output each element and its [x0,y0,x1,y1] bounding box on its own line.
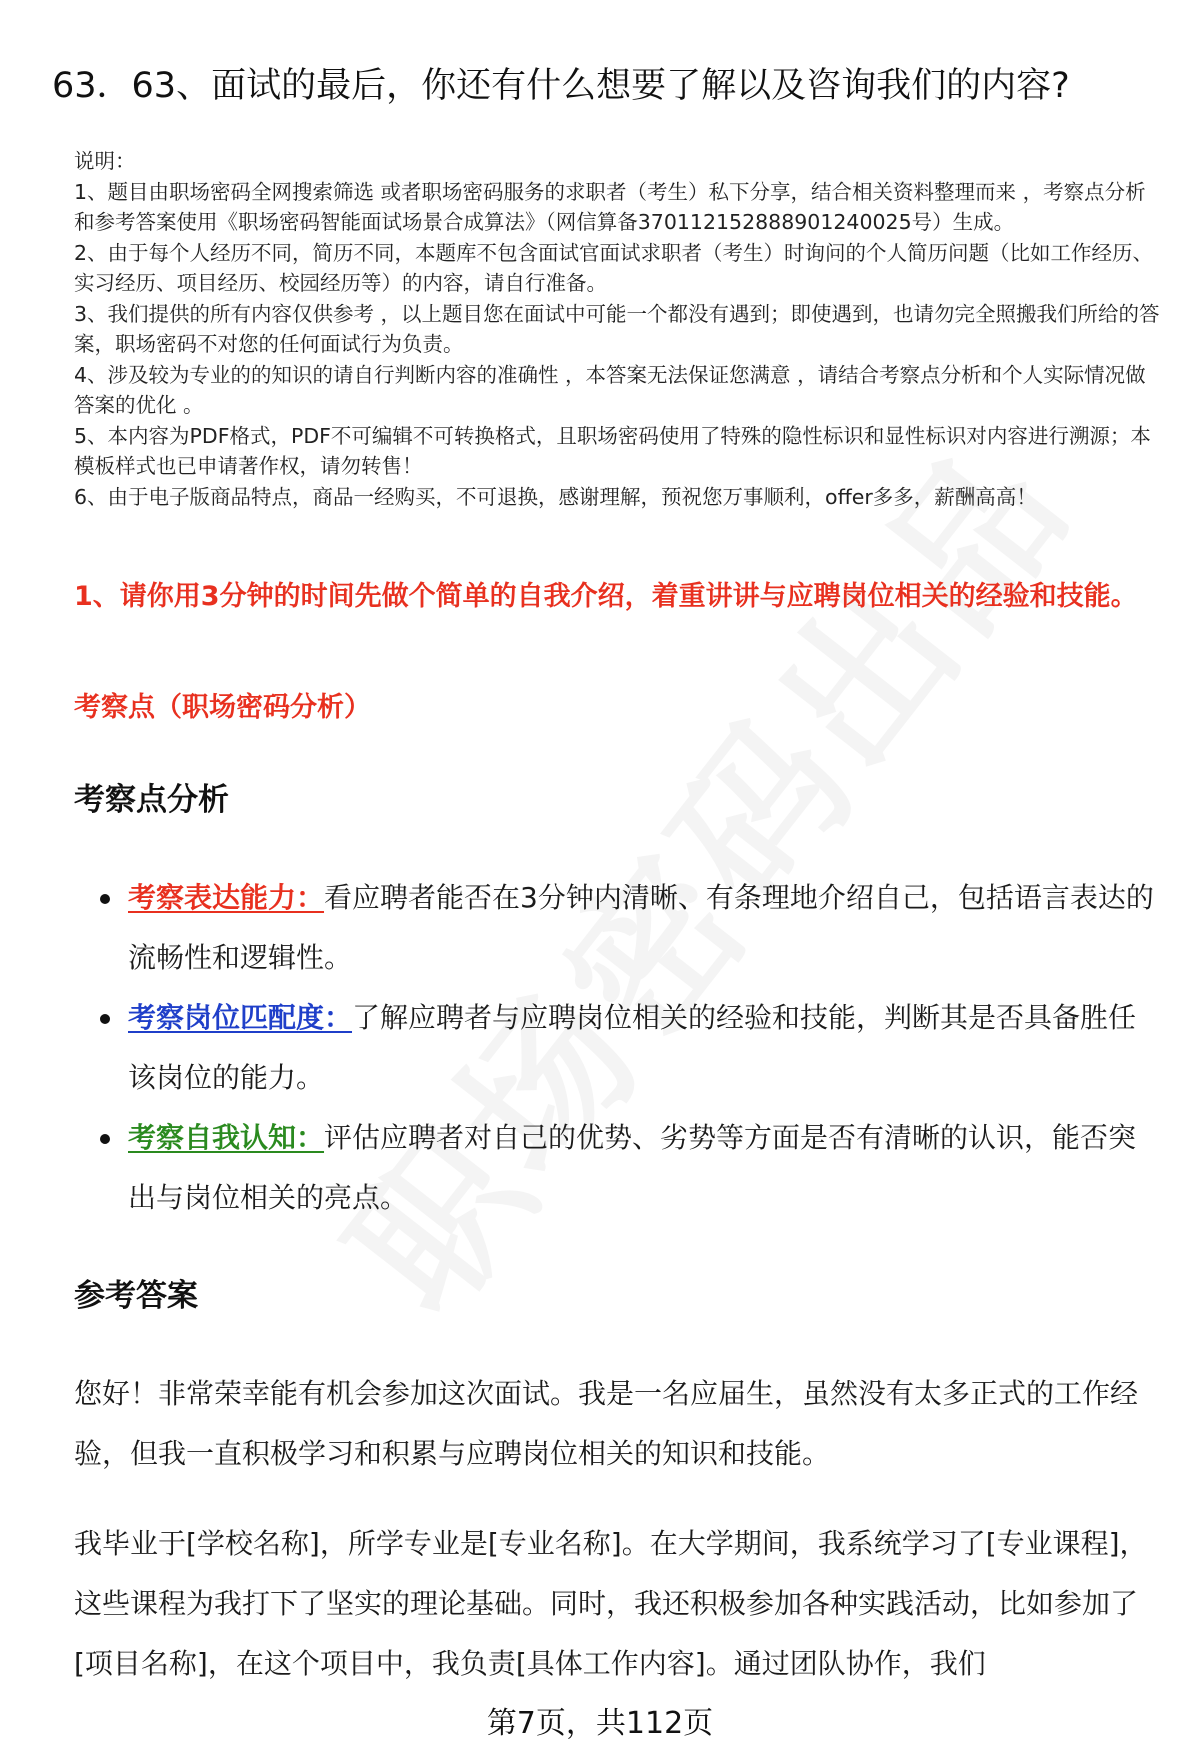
notice-item: 3、我们提供的所有内容仅供参考 ，以上题目您在面试中可能一个都没有遇到；即使遇到，也请勿完全照搬我们所给的答案，职场密码不对您的任何面试行为负责。 [74,301,1160,356]
bullet-keyword: 考察自我认知： [128,1121,325,1154]
list-item [74,868,1164,988]
question-title: 63．63、面试的最后，你还有什么想要了解以及咨询我们的内容? [52,66,1070,106]
list-item [74,1108,1164,1228]
analysis-heading: 考察点分析 [74,782,229,818]
notice-item: 1、题目由职场密码全网搜索筛选 或者职场密码服务的求职者（考生）私下分享，结合相关资料整理而来 ，考察点分析和参考答案使用《职场密码智能面试场景合成算法》（网信算备370112152888901240025号）生成。 [74,179,1146,234]
bullet-text: 评估应聘者对自己的优势、劣势等方面是否有清晰的认识，能否突出与岗位相关的亮点。 [128,1121,1137,1214]
bullet-text: 看应聘者能否在3分钟内清晰、有条理地介绍自己，包括语言表达的流畅性和逻辑性。 [128,881,1154,974]
kaocha-label: 考察点（职场密码分析） [74,692,371,723]
bullet-keyword: 考察岗位匹配度： [128,1001,353,1034]
answer-paragraph: 我毕业于[学校名称]，所学专业是[专业名称]。在大学期间，我系统学习了[专业课程]，这些课程为我打下了坚实的理论基础。同时，我还积极参加各种实践活动，比如参加了[项目名称]，在这个项目中，我负责[具体工作内容]。通过团队协作，我们 [74,1527,1148,1680]
notice-item: 5、本内容为PDF格式，PDF不可编辑不可转换格式，且职场密码使用了特殊的隐性标识和显性标识对内容进行溯源；本模板样式也已申请著作权，请勿转售！ [74,423,1151,478]
answer-paragraph: 您好！非常荣幸能有机会参加这次面试。我是一名应届生，虽然没有太多正式的工作经验，但我一直积极学习和积累与应聘岗位相关的知识和技能。 [74,1377,1139,1470]
section-question: 1、请你用3分钟的时间先做个简单的自我介绍，着重讲讲与应聘岗位相关的经验和技能。 [74,581,1138,612]
notice-item: 2、由于每个人经历不同，简历不同，本题库不包含面试官面试求职者（考生）时询问的个人简历问题（比如工作经历、实习经历、项目经历、校园经历等）的内容，请自行准备。 [74,240,1154,295]
bullet-keyword: 考察表达能力： [128,881,325,914]
bullet-icon [100,1014,110,1024]
notice-heading: 说明： [74,149,136,173]
analysis-list [74,868,1164,1228]
answer-heading: 参考答案 [74,1278,198,1314]
bullet-text: 了解应聘者与应聘岗位相关的经验和技能，判断其是否具备胜任该岗位的能力。 [128,1001,1137,1094]
bullet-icon [100,894,110,904]
bullet-icon [100,1134,110,1144]
notice-item: 6、由于电子版商品特点，商品一经购买，不可退换，感谢理解，预祝您万事顺利，offer多多，薪酬高高！ [74,484,1037,509]
page-number: 第7页，共112页 [0,1704,1200,1744]
notice-block [74,146,1164,512]
list-item [74,988,1164,1108]
notice-item: 4、涉及较为专业的的知识的请自行判断内容的准确性 ，本答案无法保证您满意 ，请结合考察点分析和个人实际情况做答案的优化 。 [74,362,1146,417]
